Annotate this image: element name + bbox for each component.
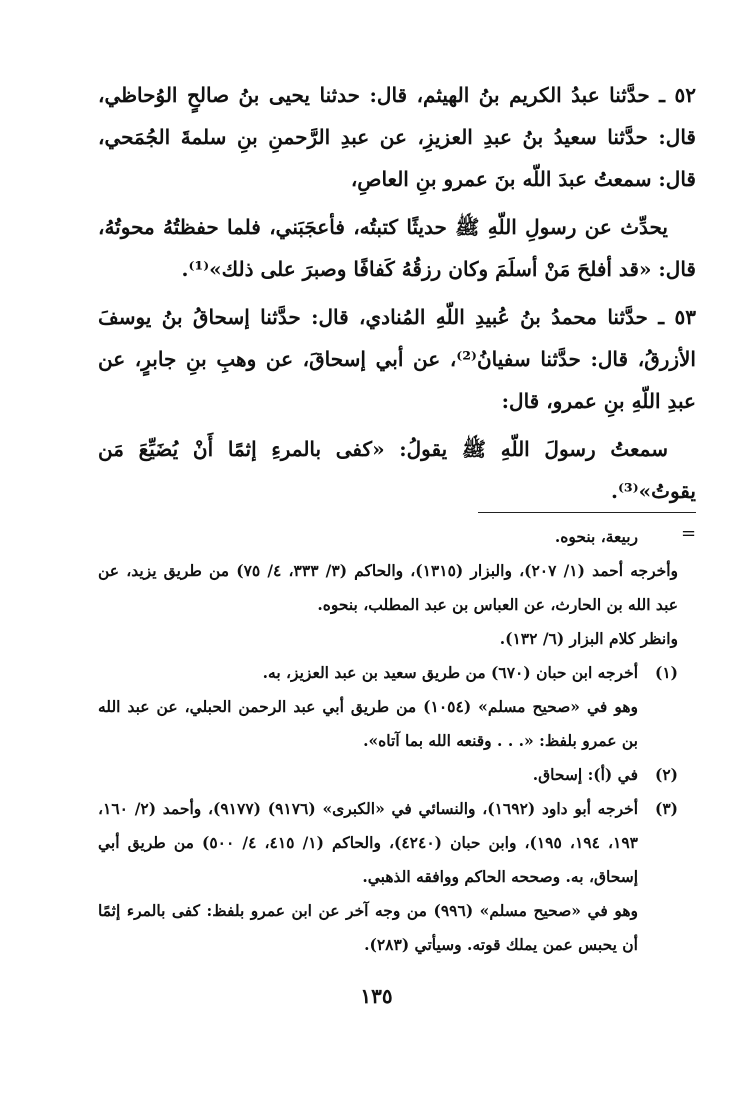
footnote-continuation-line: وانظر كلام البزار (٦/ ١٣٢). — [499, 629, 678, 648]
hadith-53-body-paragraph: سمعتُ رسولَ اللّهِ ﷺ يقولُ: «كفى بالمرءِ إثمًا أَنْ يُضَيِّعَ مَن يقوتُ»⁽³⁾. — [98, 437, 696, 503]
footnote-text: في (أ): إسحاق. — [532, 765, 638, 784]
footnote-extra-text: وهو في «صحيح مسلم» (٩٩٦) من وجه آخر عن ابن عمرو بلفظ: كفى بالمرء إثمًا أن يحبس عمن يملك قوته. وسيأتي (٢٨٣). — [98, 901, 638, 954]
hadith-52-body-paragraph: يحدِّث عن رسولِ اللّهِ ﷺ حديثًا كتبتُه، فأعجَبَني، فلما حفظتُهُ محوتُهُ، قال: «قد أفلحَ مَنْ أسلَمَ وكان رزقُهُ كَفافًا وصبرَ على ذلك»⁽¹⁾. — [98, 215, 696, 281]
footnote-3 — [98, 792, 678, 962]
footnote-1 — [98, 656, 678, 758]
footnotes — [98, 520, 678, 962]
footnote-number: (٢) — [654, 765, 678, 784]
footnote-text: أخرجه أبو داود (١٦٩٢)، والنسائي في «الكبرى» (٩١٧٦) (٩١٧٧)، وأحمد (٢/ ١٦٠، ١٩٣، ١٩٤، ١٩٥)، وابن حبان (٤٢٤٠)، والحاكم (١/ ٤١٥، ٤/ ٥٠٠) من طريق أبي إسحاق، به. وصححه الحاكم ووافقه الذهبي. — [98, 799, 639, 886]
hadith-53-paragraph: ٥٣ ـ حدَّثنا محمدُ بنُ عُبيدِ اللّهِ المُنادي، قال: حدَّثنا إسحاقُ بنُ يوسفَ الأزرقُ، قال: حدَّثنا سفيانُ⁽²⁾، عن أبي إسحاقَ، عن وهبِ بنِ جابرٍ، عن عبدِ اللّهِ بنِ عمرو، قال: — [98, 305, 696, 413]
hadith-52-paragraph: ٥٢ ـ حدَّثنا عبدُ الكريم بنُ الهيثم، قال: حدثنا يحيى بنُ صالحٍ الوُحاظي، قال: حدَّثنا سعيدُ بنُ عبدِ العزيزِ، عن عبدِ الرَّحمنِ بنِ سلمةَ الجُمَحي، قال: سمعتُ عبدَ اللّه بنَ عمرو بنِ العاصِ، — [98, 83, 696, 191]
footnote-2 — [98, 758, 678, 792]
footnote-separator — [478, 512, 696, 513]
footnote-continuation-line: ربيعة، بنحوه. — [554, 527, 638, 546]
footnote-number: (١) — [654, 663, 678, 682]
continuation-mark: = — [681, 523, 697, 544]
footnote-number: (٣) — [654, 799, 678, 818]
page-number: ١٣٥ — [360, 984, 393, 1008]
footnote-text: أخرجه ابن حبان (٦٧٠) من طريق سعيد بن عبد العزيز، به. — [262, 663, 638, 682]
footnote-extra-text: وهو في «صحيح مسلم» (١٠٥٤) من طريق أبي عبد الرحمن الحبلي، عن عبد الله بن عمرو بلفظ: «. . . وقنعه الله بما آتاه». — [98, 697, 639, 750]
footnote-continuation-line: وأخرجه أحمد (١/ ٢٠٧)، والبزار (١٣١٥)، والحاكم (٣/ ٣٣٣، ٤/ ٧٥) من طريق يزيد، عن عبد الله بن الحارث، عن العباس بن عبد المطلب، بنحوه. — [98, 561, 679, 614]
main-text — [98, 74, 696, 518]
